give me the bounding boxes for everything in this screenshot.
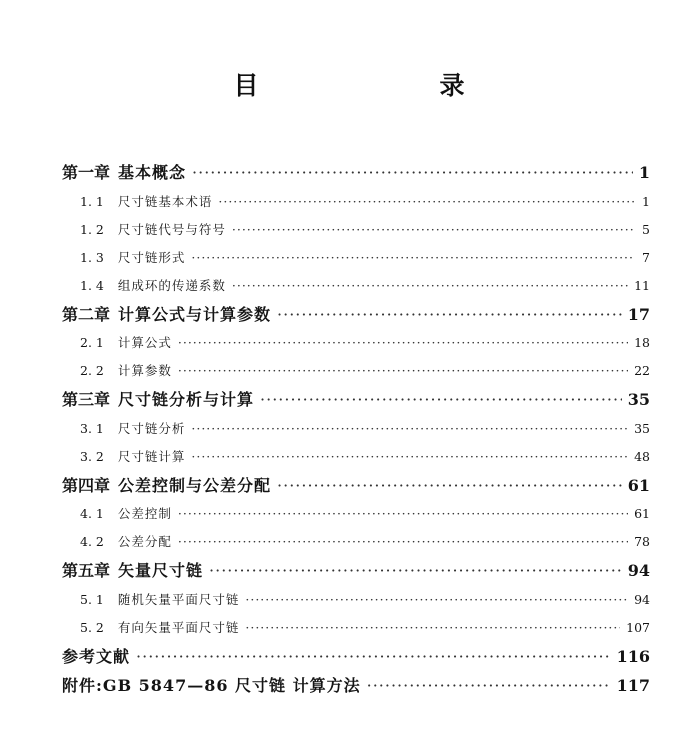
toc-entry-number: 第三章 bbox=[62, 390, 111, 409]
dot-leader bbox=[178, 329, 628, 357]
toc-chapter-entry bbox=[62, 471, 650, 501]
toc-section-entry bbox=[62, 415, 650, 443]
toc-entry-number: 5. 1 bbox=[80, 591, 104, 607]
toc-entry-number: 第二章 bbox=[62, 304, 111, 324]
dot-leader bbox=[191, 443, 628, 471]
toc-entry-page-number: 116 bbox=[616, 646, 650, 666]
dot-leader bbox=[136, 642, 611, 672]
toc-entry-label: 尺寸链分析 bbox=[117, 420, 186, 436]
table-of-contents bbox=[62, 158, 650, 701]
toc-entry-number: 第一章 bbox=[62, 163, 111, 182]
page-title: 目 录 bbox=[233, 71, 543, 100]
toc-section-entry bbox=[62, 329, 650, 357]
toc-entry-label: 附件:GB 5847—86 尺寸链 计算方法 bbox=[62, 676, 361, 695]
dot-leader bbox=[367, 671, 611, 701]
dot-leader bbox=[245, 614, 620, 642]
toc-entry-number: 1. 1 bbox=[80, 193, 104, 209]
toc-entry-number: 4. 2 bbox=[80, 534, 104, 549]
toc-entry-number: 1. 2 bbox=[80, 221, 104, 237]
toc-entry-page-number: 1 bbox=[642, 193, 650, 209]
dot-leader bbox=[209, 556, 622, 586]
toc-entry-page-number: 11 bbox=[634, 277, 650, 293]
toc-section-entry bbox=[62, 357, 650, 385]
toc-section-entry bbox=[62, 244, 650, 272]
dot-leader bbox=[191, 244, 634, 272]
toc-entry-label: 随机矢量平面尺寸链 bbox=[117, 591, 240, 607]
toc-entry-page-number: 35 bbox=[634, 420, 650, 436]
toc-entry-number: 5. 2 bbox=[80, 619, 104, 635]
toc-entry-label: 参考文献 bbox=[62, 646, 131, 666]
toc-entry-number: 2. 2 bbox=[80, 363, 104, 378]
toc-entry-page-number: 117 bbox=[616, 676, 650, 695]
dot-leader bbox=[178, 357, 628, 385]
toc-entry-page-number: 35 bbox=[627, 390, 650, 409]
toc-section-entry bbox=[62, 528, 650, 556]
toc-entry-page-number: 48 bbox=[634, 448, 650, 464]
toc-chapter-entry bbox=[62, 556, 650, 586]
dot-leader bbox=[232, 272, 628, 300]
toc-entry-label: 有向矢量平面尺寸链 bbox=[117, 619, 240, 635]
toc-entry-label: 尺寸链形式 bbox=[117, 249, 186, 265]
toc-entry-label: 尺寸链计算 bbox=[117, 448, 186, 464]
toc-entry-label: 公差分配 bbox=[117, 534, 172, 549]
toc-entry-label: 公差控制 bbox=[117, 506, 172, 521]
toc-chapter-entry bbox=[62, 385, 650, 415]
toc-entry-label: 尺寸链分析与计算 bbox=[118, 390, 255, 409]
toc-entry-page-number: 17 bbox=[627, 304, 650, 324]
toc-entry-label: 矢量尺寸链 bbox=[118, 561, 204, 580]
toc-entry-number: 第五章 bbox=[62, 561, 111, 580]
toc-entry-page-number: 7 bbox=[642, 249, 650, 265]
toc-section-entry bbox=[62, 443, 650, 471]
toc-chapter-entry bbox=[62, 158, 650, 188]
toc-entry-label: 组成环的传递系数 bbox=[117, 277, 226, 293]
dot-leader bbox=[218, 188, 634, 216]
toc-entry-page-number: 5 bbox=[642, 221, 650, 237]
toc-entry-label: 计算参数 bbox=[117, 363, 172, 378]
toc-entry-number: 4. 1 bbox=[80, 506, 104, 521]
toc-section-entry bbox=[62, 586, 650, 614]
toc-entry-page-number: 18 bbox=[634, 335, 650, 350]
toc-entry-number: 第四章 bbox=[62, 475, 111, 495]
toc-entry-label: 尺寸链基本术语 bbox=[117, 193, 213, 209]
toc-section-entry bbox=[62, 216, 650, 244]
toc-entry-number: 1. 3 bbox=[80, 249, 104, 265]
toc-chapter-entry bbox=[62, 671, 650, 701]
toc-entry-page-number: 61 bbox=[627, 475, 650, 495]
toc-chapter-entry bbox=[62, 300, 650, 330]
toc-entry-number: 2. 1 bbox=[80, 335, 104, 350]
toc-entry-number: 1. 4 bbox=[80, 277, 104, 293]
toc-entry-label: 基本概念 bbox=[118, 163, 187, 182]
toc-section-entry bbox=[62, 500, 650, 528]
toc-entry-label: 尺寸链代号与符号 bbox=[117, 221, 226, 237]
toc-entry-number: 3. 1 bbox=[80, 420, 104, 436]
toc-section-entry bbox=[62, 188, 650, 216]
dot-leader bbox=[191, 415, 628, 443]
toc-entry-page-number: 107 bbox=[626, 619, 650, 635]
dot-leader bbox=[260, 385, 622, 415]
toc-chapter-entry bbox=[62, 642, 650, 672]
toc-entry-page-number: 94 bbox=[634, 591, 650, 607]
dot-leader bbox=[245, 586, 628, 614]
toc-entry-page-number: 1 bbox=[638, 163, 650, 182]
dot-leader bbox=[232, 216, 634, 244]
toc-section-entry bbox=[62, 272, 650, 300]
toc-entry-label: 计算公式 bbox=[117, 335, 172, 350]
toc-entry-number: 3. 2 bbox=[80, 448, 104, 464]
toc-entry-label: 计算公式与计算参数 bbox=[118, 304, 272, 324]
toc-entry-label: 公差控制与公差分配 bbox=[118, 475, 272, 495]
toc-entry-page-number: 22 bbox=[634, 363, 650, 378]
dot-leader bbox=[277, 300, 622, 330]
toc-section-entry bbox=[62, 614, 650, 642]
dot-leader bbox=[178, 500, 628, 528]
toc-entry-page-number: 61 bbox=[634, 506, 650, 521]
dot-leader bbox=[192, 158, 633, 188]
dot-leader bbox=[178, 528, 628, 556]
toc-entry-page-number: 94 bbox=[627, 561, 650, 580]
dot-leader bbox=[277, 471, 622, 501]
toc-entry-page-number: 78 bbox=[634, 534, 650, 549]
